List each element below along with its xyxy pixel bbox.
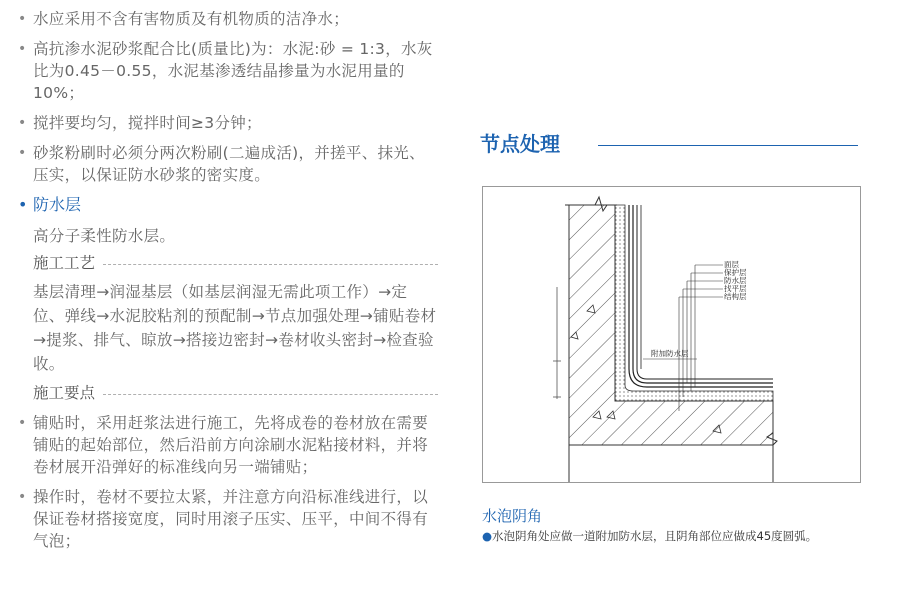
layer-label: 结构层 [724,292,747,301]
list-item [18,412,438,478]
process-text: 基层清理→润湿基层（如基层润湿无需此项工作）→定位、弹线→水泥胶粘剂的预配制→节点加强处理→铺贴卷材→提浆、排气、晾放→搭接边密封→卷材收头密封→检查验收。 [33,283,437,373]
list-item-text: 操作时，卷材不要拉太紧，并注意方向沿标准线进行，以保证卷材搭接宽度，同时用滚子压实、压平，中间不得有气泡； [33,488,429,550]
section-title [18,194,438,216]
caption-body: 水泡阴角处应做一道附加防水层，且阴角部位应做成45度圆弧。 [492,529,818,543]
bullet-icon: • [18,11,27,27]
bullet-icon: • [18,195,28,214]
caption-text [482,528,817,544]
section-title-text: 防水层 [33,195,82,214]
list-item [18,112,438,134]
structure-layer [569,205,773,445]
list-item-text: 高抗渗水泥砂浆配合比(质量比)为：水泥:砂 = 1:3，水灰比为0.45－0.55，水泥基渗透结晶掺量为水泥用量的10%； [33,40,433,102]
subheading-points [18,382,438,404]
list-item [18,8,438,30]
layer-label: 保护层 [724,268,747,277]
left-column [18,8,438,552]
heading-rule [598,145,858,146]
dashed-divider [103,264,438,265]
extra-layer-label: 附加防水层 [651,349,689,358]
bullet-icon: • [18,41,27,57]
list-item [18,142,438,186]
levelling-layer [615,205,773,401]
caption-bullet-icon: ● [482,529,493,543]
list-item-text: 水应采用不含有害物质及有机物质的洁净水； [33,10,350,28]
layer-label: 找平层 [724,284,747,293]
bullet-icon: • [18,489,27,505]
list-item-text: 砂浆粉刷时必须分两次粉刷(二遍成活)，并搓平、抹光、压实，以保证防水砂浆的密实度。 [33,144,425,184]
bullet-icon: • [18,145,27,161]
list-item [18,38,438,104]
waterproof-corner-diagram [483,187,860,482]
bullet-icon: • [18,115,27,131]
section-desc: 高分子柔性防水层。 [33,227,176,245]
list-item-text: 铺贴时，采用赶浆法进行施工，先将成卷的卷材放在需要铺贴的起始部位，然后沿前方向涂刷水泥粘接材料，并将卷材展开沿弹好的标准线向另一端铺贴； [33,414,429,476]
caption-title: 水泡阴角 [482,507,543,525]
layer-label: 面层 [724,260,739,269]
bullet-icon: • [18,415,27,431]
dashed-divider [103,394,438,395]
subheading-process [18,252,438,274]
list-item [18,486,438,552]
section-heading: 节点处理 [480,132,560,156]
subheading-text: 施工要点 [33,384,96,402]
layer-label: 防水层 [724,276,747,285]
list-item-text: 搅拌要均匀，搅拌时间≥3分钟； [33,114,262,132]
node-diagram [482,186,861,483]
subheading-text: 施工工艺 [33,254,96,272]
